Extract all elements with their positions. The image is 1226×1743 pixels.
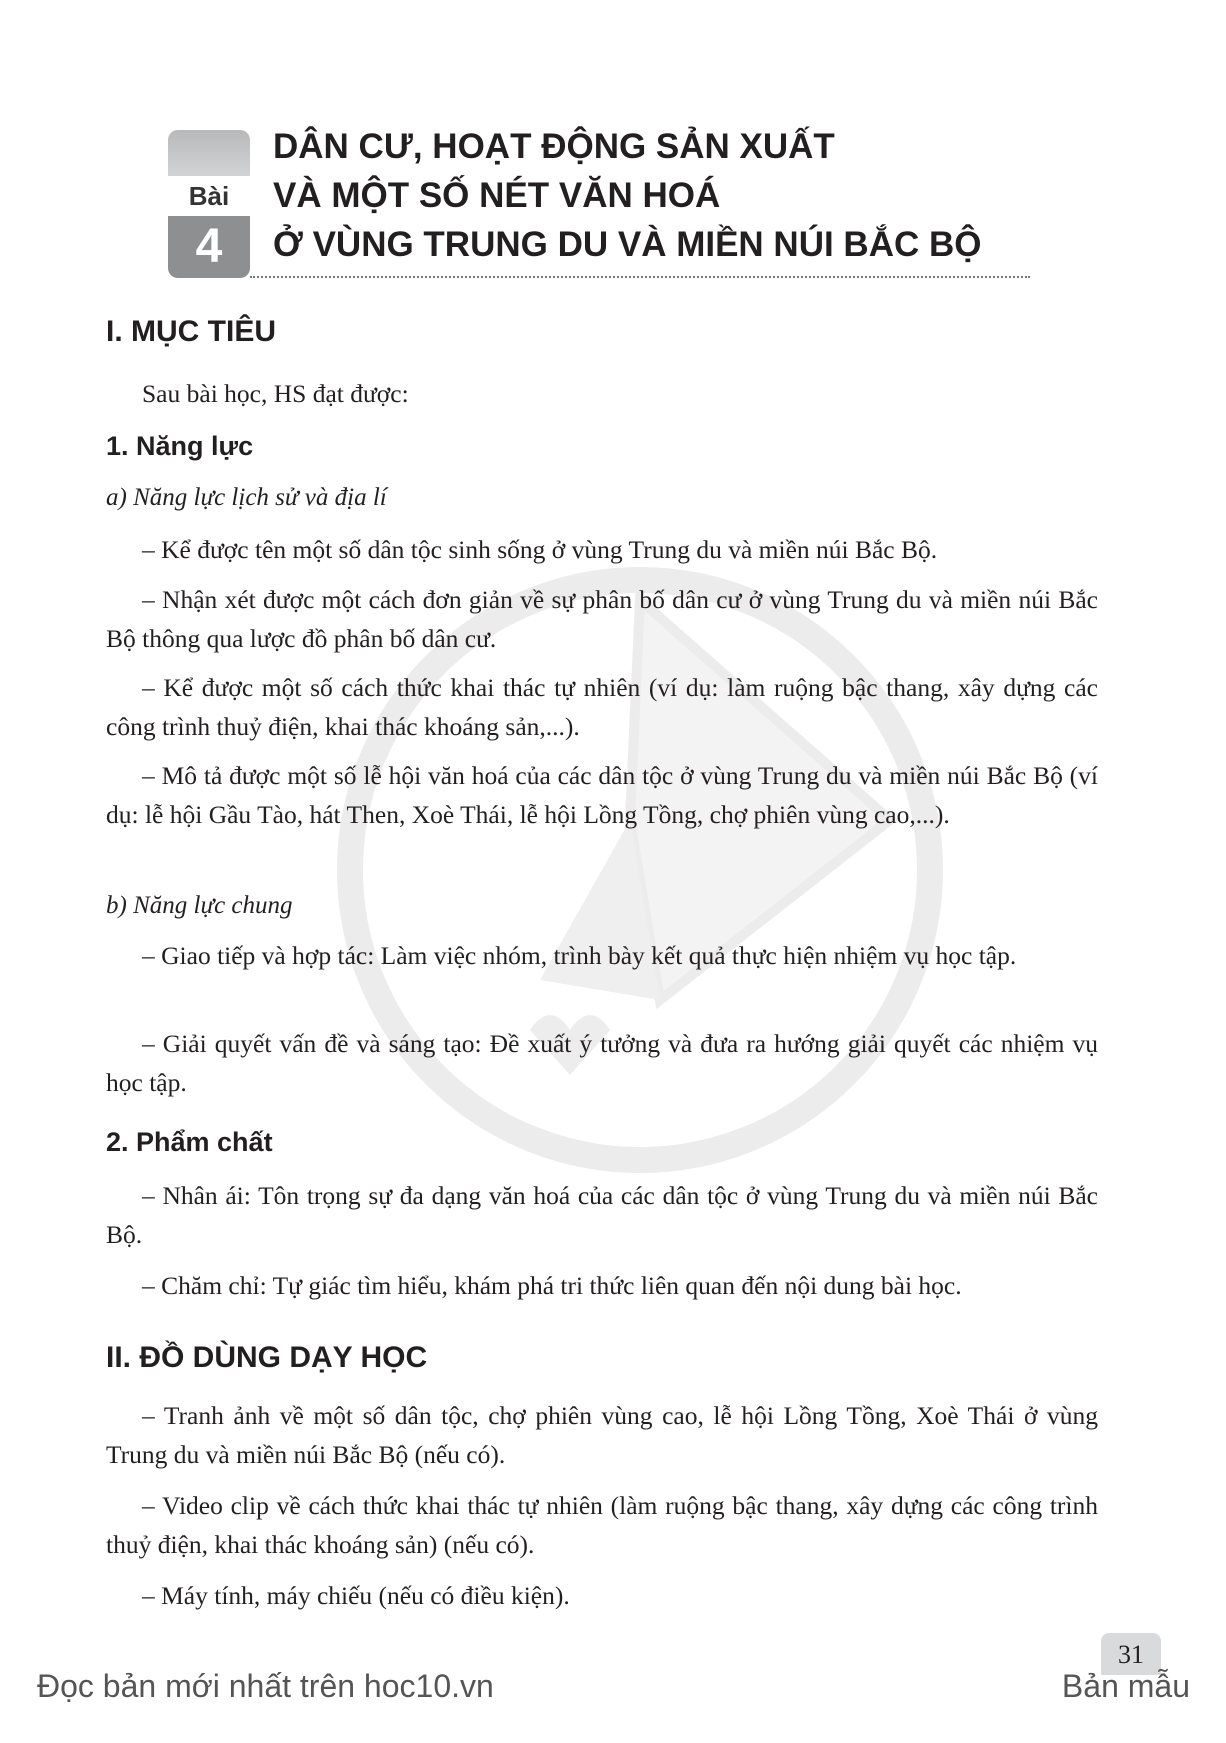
section-heading-objectives: I. MỤC TIÊU [106,315,276,348]
subsection-heading-competency: 1. Năng lực [106,431,254,461]
lesson-badge-tab [168,130,250,176]
section-intro: Sau bài học, HS đạt được: [142,379,409,408]
competency-b-heading: b) Năng lực chung [106,892,293,919]
lesson-title-line: DÂN CƯ, HOẠT ĐỘNG SẢN XUẤT [273,127,835,166]
lesson-title-line: VÀ MỘT SỐ NÉT VĂN HOÁ [273,176,721,215]
footer-sample-label: Bản mẫu [1061,1668,1190,1704]
subsection-heading-qualities: 2. Phẩm chất [106,1127,273,1157]
list-item: – Kể được một số cách thức khai thác tự nhiên (ví dụ: làm ruộng bậc thang, xây dựng các công trình thuỷ điện, khai thác khoáng sản,...). [106,673,1098,741]
title-divider [250,276,1030,278]
competency-a-heading: a) Năng lực lịch sử và địa lí [106,484,387,511]
list-item: – Kể được tên một số dân tộc sinh sống ở vùng Trung du và miền núi Bắc Bộ. [142,535,938,564]
list-item: – Nhận xét được một cách đơn giản về sự phân bố dân cư ở vùng Trung du và miền núi Bắc Bộ thông qua lược đồ phân bố dân cư. [106,585,1098,653]
list-item: – Tranh ảnh về một số dân tộc, chợ phiên vùng cao, lễ hội Lồng Tồng, Xoè Thái ở vùng Trung du và miền núi Bắc Bộ (nếu có). [106,1401,1098,1469]
list-item: – Mô tả được một số lễ hội văn hoá của các dân tộc ở vùng Trung du và miền núi Bắc Bộ (ví dụ: lễ hội Gầu Tào, hát Then, Xoè Thái, lễ hội Lồng Tồng, chợ phiên vùng cao,...). [106,761,1098,829]
lesson-number: 4 [168,216,250,278]
list-item: – Chăm chỉ: Tự giác tìm hiểu, khám phá tri thức liên quan đến nội dung bài học. [142,1271,962,1300]
lesson-badge-word: Bài [168,176,250,216]
section-heading-materials: II. ĐỒ DÙNG DẠY HỌC [106,1341,428,1374]
list-item: – Video clip về cách thức khai thác tự nhiên (làm ruộng bậc thang, xây dựng các công trình thuỷ điện, khai thác khoáng sản) (nếu có). [106,1491,1098,1559]
list-item: – Máy tính, máy chiếu (nếu có điều kiện). [142,1581,570,1610]
lesson-badge [168,130,250,278]
page-number: 31 [1101,1633,1161,1675]
footer-source-text: Đọc bản mới nhất trên hoc10.vn [37,1668,494,1704]
lesson-title [273,122,1033,269]
list-item: – Giải quyết vấn đề và sáng tạo: Đề xuất ý tưởng và đưa ra hướng giải quyết các nhiệm vụ học tập. [106,1029,1098,1097]
lesson-title-line: Ở VÙNG TRUNG DU VÀ MIỀN NÚI BẮC BỘ [273,225,982,264]
list-item: – Nhân ái: Tôn trọng sự đa dạng văn hoá của các dân tộc ở vùng Trung du và miền núi Bắc Bộ. [106,1181,1098,1249]
list-item: – Giao tiếp và hợp tác: Làm việc nhóm, trình bày kết quả thực hiện nhiệm vụ học tập. [142,941,1017,970]
